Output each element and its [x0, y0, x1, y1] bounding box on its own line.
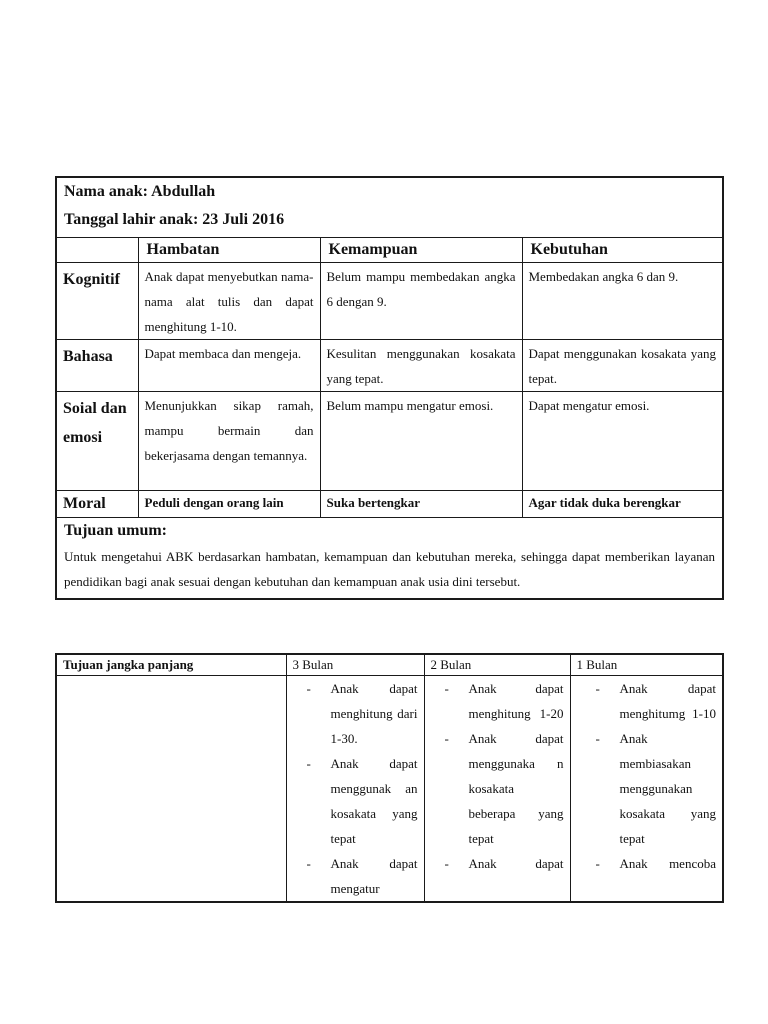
table-cell: Dapat menggunakan kosakata yang tepat.: [522, 340, 723, 392]
two-month-list: [444, 676, 564, 876]
column-header-hambatan: Hambatan: [138, 238, 320, 263]
row-label-bahasa: Bahasa: [56, 340, 138, 392]
row-label-sosial-emosi: Soial dan emosi: [56, 392, 138, 491]
table-cell: Menunjukkan sikap ramah, mampu bermain dan bekerjasama dengan temannya.: [138, 392, 320, 491]
assessment-table: [55, 176, 724, 600]
list-item: - Anak dapat: [444, 856, 564, 871]
table-cell: Peduli dengan orang lain: [138, 491, 320, 518]
general-goal-text: Untuk mengetahui ABK berdasarkan hambatan, kemampuan dan kebutuhan mereka, sehingga dapat memberikan layanan pendidikan bagi anak sesuai dengan kebutuhan dan kemampuan anak usia dini tersebut.: [64, 549, 715, 589]
three-month-cell: [286, 676, 424, 903]
list-item: - Anak dapat menggunaka n kosakata beberapa yang tepat: [444, 731, 564, 846]
column-header-row: [56, 238, 723, 263]
three-month-list: [306, 676, 418, 901]
general-goal-cell: [56, 518, 723, 600]
identity-row: [56, 177, 723, 238]
table-cell: Dapat mengatur emosi.: [522, 392, 723, 491]
row-label-moral: Moral: [56, 491, 138, 518]
list-item: - Anak dapat menggunak an kosakata yang tepat: [306, 756, 418, 846]
identity-cell: [56, 177, 723, 238]
child-name: Nama anak: Abdullah: [64, 183, 216, 200]
table-row: [56, 263, 723, 340]
row-label-kognitif: Kognitif: [56, 263, 138, 340]
list-item: - Anak dapat menghitumg 1-10: [595, 681, 716, 721]
two-month-cell: [424, 676, 570, 903]
column-header-kebutuhan: Kebutuhan: [522, 238, 723, 263]
table-cell: Suka bertengkar: [320, 491, 522, 518]
list-item: - Anak membiasakan menggunakan kosakata yang tepat: [595, 731, 716, 846]
table-cell: Belum mampu mengatur emosi.: [320, 392, 522, 491]
column-header-2-months: 2 Bulan: [424, 654, 570, 676]
table-cell: Belum mampu membedakan angka 6 dengan 9.: [320, 263, 522, 340]
table-cell: Dapat membaca dan mengeja.: [138, 340, 320, 392]
table-cell: Kesulitan menggunakan kosakata yang tepat.: [320, 340, 522, 392]
child-birthdate: Tanggal lahir anak: 23 Juli 2016: [64, 211, 285, 228]
plan-table: [55, 653, 724, 903]
column-header-long-term-goal: Tujuan jangka panjang: [56, 654, 286, 676]
list-item: - Anak dapat menghitung dari 1-30.: [306, 681, 418, 746]
table-cell: Membedakan angka 6 dan 9.: [522, 263, 723, 340]
column-header-1-month: 1 Bulan: [570, 654, 723, 676]
table-cell: Agar tidak duka berengkar: [522, 491, 723, 518]
general-goal-title: Tujuan umum:: [64, 522, 168, 539]
corner-cell: [56, 238, 138, 263]
list-item: - Anak mencoba: [595, 856, 716, 871]
table-row: [56, 340, 723, 392]
one-month-list: [595, 676, 717, 876]
column-header-3-months: 3 Bulan: [286, 654, 424, 676]
long-term-goal-cell: [56, 676, 286, 903]
column-header-kemampuan: Kemampuan: [320, 238, 522, 263]
general-goal-row: [56, 518, 723, 600]
plan-header-row: [56, 654, 723, 676]
list-item: - Anak dapat mengatur: [306, 856, 418, 896]
table-row: [56, 491, 723, 518]
plan-body-row: [56, 676, 723, 903]
table-row: [56, 392, 723, 491]
list-item: - Anak dapat menghitung 1-20: [444, 681, 564, 721]
table-cell: Anak dapat menyebutkan nama-nama alat tulis dan dapat menghitung 1-10.: [138, 263, 320, 340]
one-month-cell: [570, 676, 723, 903]
